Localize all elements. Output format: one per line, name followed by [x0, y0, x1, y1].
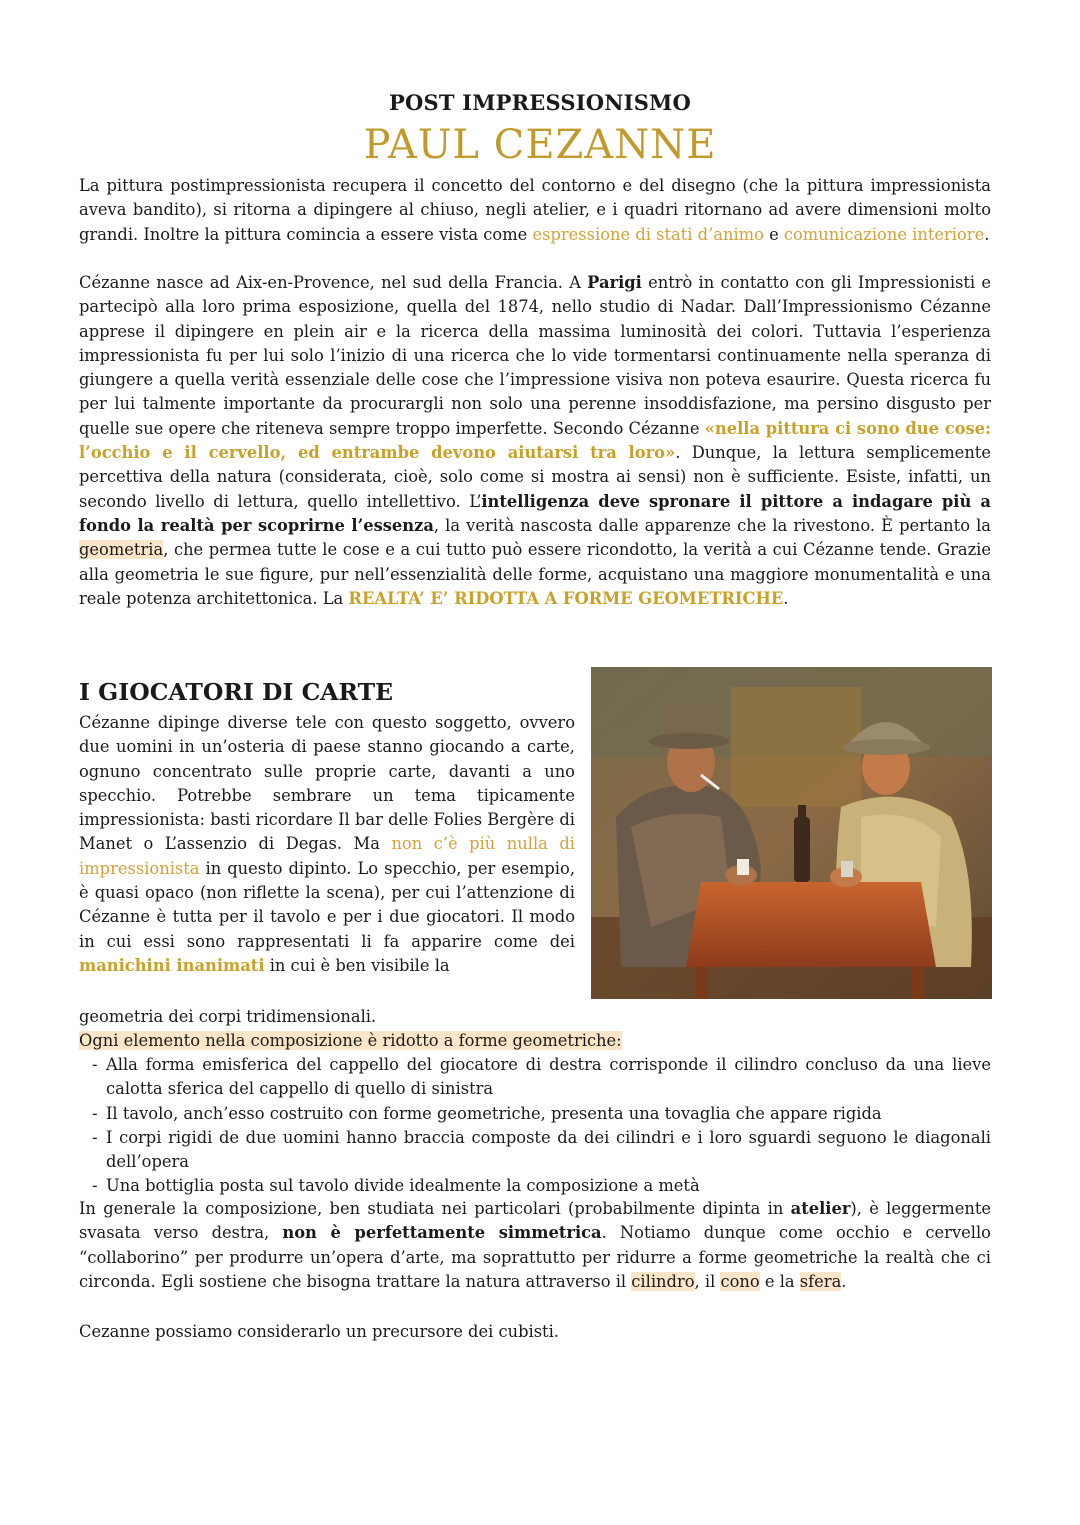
text-run: . Dunque, la lettura semplicemente percettiva della natura (considerata, cioè, solo come si mostra ai sensi) non è sufficiente. Esiste, infatti, un secondo livello di lettura, quello intellettivo. L’	[79, 443, 991, 511]
text-run: In generale la composizione, ben studiata nei particolari (probabilmente dipinta in	[79, 1199, 791, 1218]
dash-bullet: -	[92, 1176, 98, 1196]
list-intro	[79, 1029, 991, 1053]
text-run: Cézanne nasce ad Aix-en-Provence, nel sud della Francia. A	[79, 273, 588, 292]
section-paragraph-tail: geometria dei corpi tridimensionali.	[79, 1007, 377, 1026]
list-item-text: Una bottiglia posta sul tavolo divide idealmente la composizione a metà	[106, 1176, 700, 1196]
key-concept: manichini inanimati	[79, 955, 265, 975]
highlighted-word: geometria	[79, 540, 164, 560]
text-run: .	[984, 224, 990, 244]
highlighted-sentence: Ogni elemento nella composizione è ridotto a forme geometriche:	[79, 1031, 622, 1050]
text-run: entrò in contatto con gli Impressionisti e partecipò alla loro prima esposizione, quella del 1874, nello studio di Nadar. Dall’Impressionismo Cézanne apprese il dipingere en plein air e la ricerca della massima luminosità dei colori. Tuttavia l’esperienza impressionista fu per lui solo l’inizio di una ricerca che lo vide tormentarsi continuamente nella speranza di giungere a quella verità essenziale delle cose che l’impressione visiva non poteva esaurire. Questa ricerca fu per lui talmente importante da procurargli non solo una perenne insoddisfazione, ma persino disgusto per quelle sue opere che riteneva sempre troppo imperfette. Secondo Cézanne	[79, 273, 991, 438]
highlight-text: espressione di stati d’animo	[532, 224, 764, 244]
highlight-text: comunicazione interiore	[783, 224, 985, 244]
section-paragraph	[79, 711, 575, 978]
geometry-list	[79, 1053, 991, 1199]
text-run: Cézanne dipinge diverse tele con questo soggetto, ovvero due uomini in un’osteria di paese stanno giocando a carte, ognuno concentrato sulle proprie carte, davanti a uno specchio. Potrebbe sembrare un tema tipicamente impressionista: basti ricordare Il bar delle Folies Bergère di Manet o L’assenzio di Degas. Ma	[79, 713, 575, 854]
closing-paragraph	[79, 1197, 991, 1294]
text-run: La pittura postimpressionista recupera il concetto del contorno e del disegno (che la pittura impressionista aveva bandito), si ritorna a dipingere al chiuso, negli atelier, e i quadri ritornano ad avere dimensioni molto grandi. Inoltre la pittura comincia a essere vista come	[79, 176, 991, 244]
text-run: in questo dipinto. Lo specchio, per esempio, è quasi opaco (non riflette la scena), per cui l’attenzione di Cézanne è tutta per il tavolo e per i due giocatori. Il modo in cui essi sono rappresentati li fa apparire come dei	[79, 858, 575, 951]
list-item	[79, 1053, 991, 1102]
text-run: e la	[759, 1271, 800, 1291]
highlighted-word: cono	[720, 1271, 760, 1291]
list-item-text: Il tavolo, anch’esso costruito con forme geometriche, presenta una tovaglia che appare rigida	[106, 1103, 882, 1123]
page-kicker: POST IMPRESSIONISMO	[388, 90, 691, 115]
painting-card-players-illustration	[591, 667, 992, 999]
text-run: .	[841, 1271, 847, 1291]
text-run: in cui è ben visibile la	[264, 955, 450, 975]
list-item	[79, 1102, 991, 1126]
list-item-text: I corpi rigidi de due uomini hanno braccia composte da dei cilindri e i loro sguardi seguono le diagonali dell’opera	[106, 1127, 991, 1172]
highlighted-word: cilindro	[631, 1271, 695, 1291]
key-concept: REALTA’ E’ RIDOTTA A FORME GEOMETRICHE	[348, 588, 784, 608]
list-item	[79, 1174, 991, 1198]
text-run: , la verità nascosta dalle apparenze che la rivestono. È pertanto la	[433, 515, 991, 535]
quote-text: «nella pittura ci sono due cose: l’occhio e il cervello, ed entrambe devono aiutarsi tra loro»	[79, 418, 991, 463]
bold-text: Parigi	[587, 273, 642, 292]
text-run: .	[783, 588, 789, 608]
text-run: , il	[694, 1271, 721, 1291]
dash-bullet: -	[92, 1103, 98, 1123]
bold-text: non è perfettamente simmetrica	[282, 1223, 602, 1243]
highlight-text: non c’è più nulla di impressionista	[79, 834, 575, 878]
text-run: . Notiamo dunque come occhio e cervello “collaborino” per produrre un’opera d’arte, ma soprattutto per ridurre a forme geometriche la realtà che ci circonda. Egli sostiene che bisogna trattare la natura attraverso il	[79, 1223, 991, 1291]
painting-image	[591, 667, 992, 999]
text-run: e	[763, 224, 784, 244]
list-item	[79, 1126, 991, 1175]
section-heading: I GIOCATORI DI CARTE	[79, 678, 394, 706]
final-sentence: Cezanne possiamo considerarlo un precursore dei cubisti.	[79, 1322, 559, 1341]
text-run: ), è leggermente svasata verso destra,	[79, 1199, 991, 1243]
bold-text: atelier	[790, 1199, 851, 1218]
intro-paragraph	[79, 174, 991, 247]
text-run: , che permea tutte le cose e a cui tutto può essere ricondotto, la verità a cui Cézanne tende. Grazie alla geometria le sue figure, pur nell’essenzialità delle forme, acquistano una maggiore monumentalità e una reale potenza architettonica. La	[79, 540, 991, 608]
bold-text: intelligenza deve spronare il pittore a indagare più a fondo la realtà per scoprirne l’essenza	[79, 491, 991, 535]
dash-bullet: -	[92, 1127, 98, 1147]
biography-paragraph	[79, 271, 991, 611]
page-title: PAUL CEZANNE	[363, 122, 717, 168]
list-item-text: Alla forma emisferica del cappello del giocatore di destra corrisponde il cilindro concluso da una lieve calotta sferica del cappello di quello di sinistra	[106, 1055, 991, 1099]
highlighted-word: sfera	[799, 1271, 842, 1291]
dash-bullet: -	[92, 1055, 98, 1074]
